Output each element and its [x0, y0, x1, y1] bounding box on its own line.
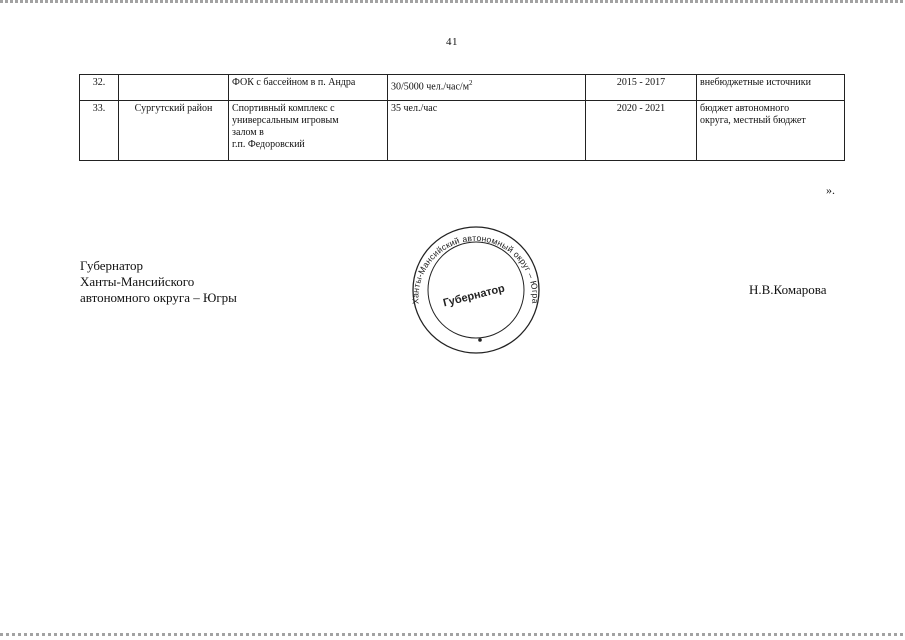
funding-line: округа, местный бюджет — [700, 115, 806, 126]
funding-line: бюджет автономного — [700, 103, 790, 114]
funding-cell — [697, 101, 845, 161]
page-edge-top — [0, 0, 905, 3]
object-line: г.п. Федоровский — [232, 139, 305, 150]
capacity-value: 30/5000 чел./час/м — [391, 81, 470, 93]
object-cell — [229, 101, 388, 161]
page-number: 41 — [446, 36, 458, 48]
capacity-superscript: 2 — [469, 79, 473, 87]
signer-name: Н.В.Комарова — [749, 282, 827, 297]
closing-quote: ». — [826, 183, 835, 197]
object-cell — [229, 75, 388, 101]
district-cell — [119, 75, 229, 101]
period-cell: 2020 - 2021 — [586, 101, 697, 161]
district-cell: Сургутский район — [119, 101, 229, 161]
official-seal — [402, 226, 550, 356]
objects-table — [79, 74, 845, 161]
page-edge-bottom — [0, 633, 905, 636]
signer-title-line: Губернатор — [80, 258, 143, 273]
funding-cell — [697, 75, 845, 101]
seal-star-dot — [478, 338, 482, 342]
object-line: Спортивный комплекс с — [232, 103, 335, 114]
object-line: залом в — [232, 127, 264, 138]
signer-title-line: Ханты-Мансийского — [80, 274, 195, 289]
table-row — [80, 101, 845, 161]
table-row — [80, 75, 845, 101]
seal-center-text: Губернатор — [441, 282, 507, 310]
signer-title-line: автономного округа – Югры — [80, 290, 237, 305]
signer-title — [80, 258, 237, 306]
object-line: универсальным игровым — [232, 115, 339, 126]
row-number-cell: 33. — [80, 101, 119, 161]
period-cell: 2015 - 2017 — [586, 75, 697, 101]
object-line: ФОК с бассейном в п. Андра — [232, 77, 356, 88]
capacity-value: 35 чел./час — [391, 103, 438, 114]
funding-line: внебюджетные источники — [700, 77, 811, 88]
capacity-cell — [388, 75, 586, 101]
capacity-cell — [388, 101, 586, 161]
seal-ring-textpath: Ханты-Мансийский автономный округ – Югра — [410, 232, 541, 305]
row-number-cell: 32. — [80, 75, 119, 101]
